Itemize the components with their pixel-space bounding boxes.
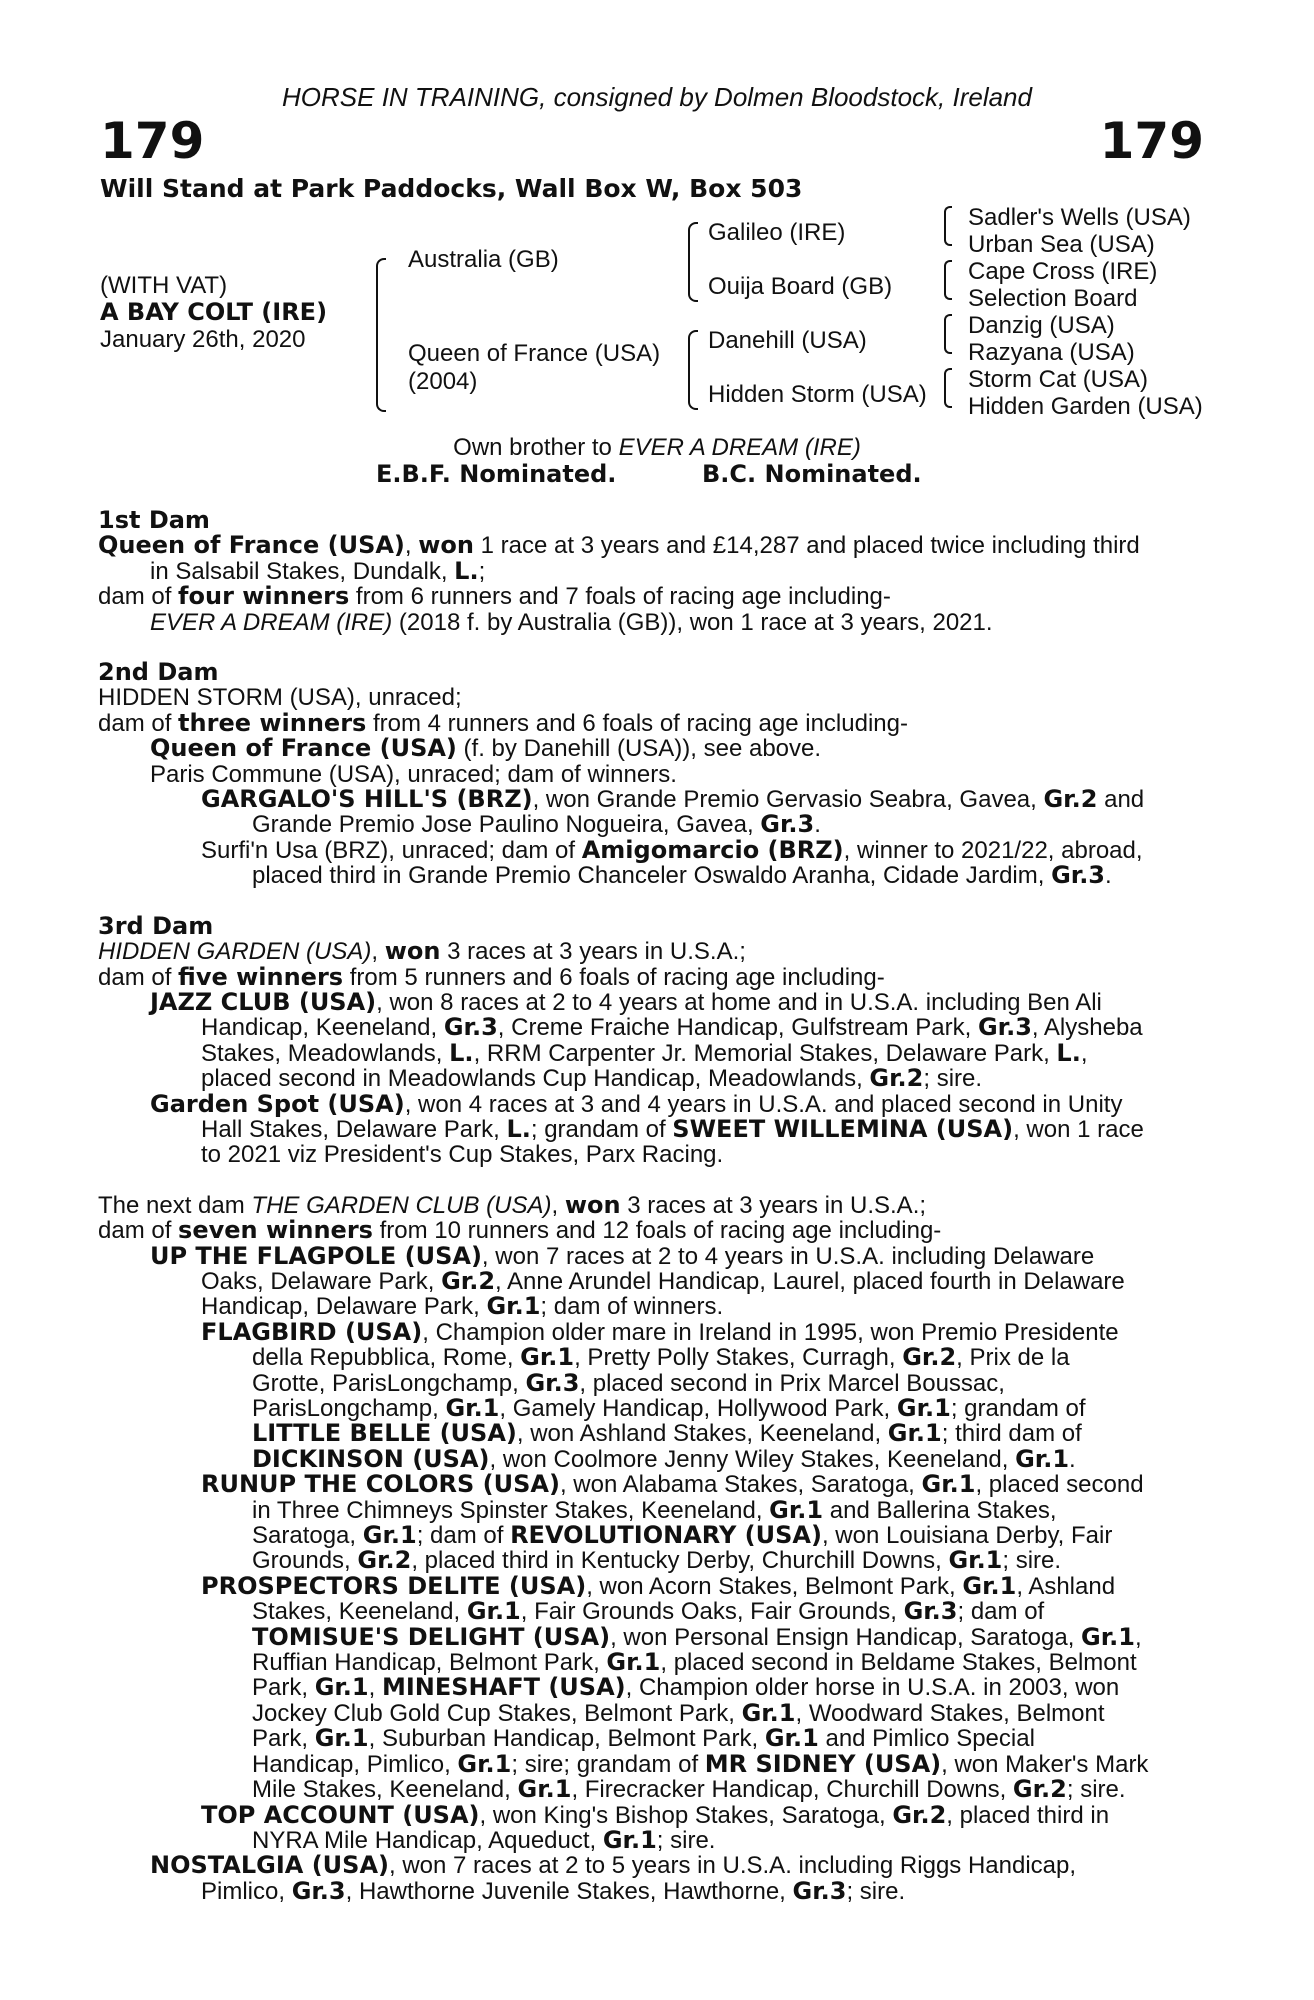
dam4-line: Grounds, Gr.2, placed third in Kentucky Derby, Churchill Downs, Gr.1; sire. [252, 1546, 1062, 1575]
catalogue-header: HORSE IN TRAINING, consigned by Dolmen Bloodstock, Ireland [282, 82, 1032, 112]
dam2-line: Paris Commune (USA), unraced; dam of winners. [150, 760, 677, 788]
dam1-line: dam of four winners from 6 runners and 7 foals of racing age including- [98, 582, 891, 611]
dam4-line: ParisLongchamp, Gr.1, Gamely Handicap, Hollywood Park, Gr.1; grandam of [252, 1394, 1086, 1422]
dam4-line: Grotte, ParisLongchamp, Gr.3, placed second in Prix Marcel Boussac, [252, 1368, 1005, 1397]
pedigree-brace-sd [944, 260, 952, 300]
pedigree-brace-ds [944, 314, 952, 354]
own-brother-name: EVER A DREAM (IRE) [618, 434, 861, 461]
dam4-line: dam of seven winners from 10 runners and 12 foals of racing age including- [98, 1216, 942, 1245]
dam4-line: NYRA Mile Handicap, Aqueduct, Gr.1; sire. [252, 1825, 716, 1854]
dam4-line: TOP ACCOUNT (USA), won King's Bishop Stakes, Saratoga, Gr.2, placed third in [201, 1800, 1110, 1829]
section-heading-2nd-dam: 2nd Dam [98, 658, 219, 687]
pedigree-dam-year: (2004) [408, 368, 478, 395]
pedigree-ssd: Urban Sea (USA) [968, 231, 1155, 258]
catalogue-body [98, 508, 1208, 1904]
pedigree-dam: Queen of France (USA) [408, 340, 661, 367]
dam4-line: Ruffian Handicap, Belmont Park, Gr.1, placed second in Beldame Stakes, Belmont [252, 1648, 1137, 1677]
stand-location: Will Stand at Park Paddocks, Wall Box W, Box 503 [100, 174, 803, 203]
lot-number-left: 179 [100, 112, 205, 170]
pedigree-dds: Storm Cat (USA) [968, 366, 1149, 393]
section-heading-3rd-dam: 3rd Dam [98, 911, 214, 940]
pedigree-brace-main [376, 258, 386, 412]
dam4-line: PROSPECTORS DELITE (USA), won Acorn Stakes, Belmont Park, Gr.1, Ashland [201, 1571, 1116, 1600]
section-heading-1st-dam: 1st Dam [98, 506, 210, 534]
dam3-line: Stakes, Meadowlands, L., RRM Carpenter Jr. Memorial Stakes, Delaware Park, L., [201, 1038, 1088, 1067]
foaling-date: January 26th, 2020 [100, 326, 306, 353]
dam3-line: Handicap, Keeneland, Gr.3, Creme Fraiche Handicap, Gulfstream Park, Gr.3, Alysheba [201, 1013, 1143, 1042]
dam3-line: Hall Stakes, Delaware Park, L.; grandam of SWEET WILLEMINA (USA), won 1 race [201, 1114, 1144, 1143]
pedigree-sss: Sadler's Wells (USA) [968, 204, 1191, 231]
pedigree-brace-sire [688, 222, 698, 302]
own-brother-note: Own brother to EVER A DREAM (IRE) [453, 434, 861, 461]
dam2-line: Queen of France (USA) (f. by Danehill (USA)), see above. [150, 734, 822, 763]
dam4-line: Saratoga, Gr.1; dam of REVOLUTIONARY (USA), won Louisiana Derby, Fair [252, 1521, 1113, 1550]
dam3-line: Garden Spot (USA), won 4 races at 3 and 4 years in U.S.A. and placed second in Unity [150, 1089, 1123, 1118]
dam4-line: DICKINSON (USA), won Coolmore Jenny Wiley Stakes, Keeneland, Gr.1. [252, 1444, 1076, 1473]
dam2-line: GARGALO'S HILL'S (BRZ), won Grande Premio Gervasio Seabra, Gavea, Gr.2 and [201, 785, 1145, 814]
dam4-line: Handicap, Pimlico, Gr.1; sire; grandam of MR SIDNEY (USA), won Maker's Mark [252, 1749, 1149, 1778]
pedigree-dsd: Razyana (USA) [968, 339, 1135, 366]
pedigree-sdd: Selection Board [968, 285, 1138, 312]
dam4-line: Park, Gr.1, MINESHAFT (USA), Champion older horse in U.S.A. in 2003, won [252, 1673, 1120, 1702]
pedigree-dss: Danzig (USA) [968, 312, 1115, 339]
dam4-line: NOSTALGIA (USA), won 7 races at 2 to 5 years in U.S.A. including Riggs Handicap, [150, 1851, 1077, 1880]
pedigree-brace-ss [944, 206, 952, 246]
dam2-line: HIDDEN STORM (USA), unraced; [98, 684, 462, 712]
pedigree-sds: Cape Cross (IRE) [968, 258, 1158, 285]
pedigree-ddd: Hidden Garden (USA) [968, 393, 1203, 420]
vat-note: (WITH VAT) [100, 272, 228, 299]
dam3-line: placed second in Meadowlands Cup Handicap, Meadowlands, Gr.2; sire. [201, 1064, 983, 1093]
dam1-line: EVER A DREAM (IRE) (2018 f. by Australia (GB)), won 1 race at 3 years, 2021. [150, 608, 993, 636]
dam4-line: Stakes, Keeneland, Gr.1, Fair Grounds Oaks, Fair Grounds, Gr.3; dam of [252, 1597, 1045, 1626]
pedigree-sire-dam: Ouija Board (GB) [708, 273, 893, 300]
dam3-line: dam of five winners from 5 runners and 6 foals of racing age including- [98, 962, 885, 991]
horse-name: A BAY COLT (IRE) [100, 298, 328, 326]
dam4-line: della Repubblica, Rome, Gr.1, Pretty Polly Stakes, Curragh, Gr.2, Prix de la [252, 1343, 1070, 1372]
dam3-line: HIDDEN GARDEN (USA), won 3 races at 3 years in U.S.A.; [98, 937, 746, 966]
lot-number-right: 179 [1099, 112, 1204, 170]
pedigree-dam-dam: Hidden Storm (USA) [708, 381, 927, 408]
dam4-line: RUNUP THE COLORS (USA), won Alabama Stakes, Saratoga, Gr.1, placed second [201, 1470, 1144, 1499]
pedigree-sire-sire: Galileo (IRE) [708, 219, 846, 246]
dam1-line: in Salsabil Stakes, Dundalk, L.; [150, 556, 486, 585]
dam4-line: Oaks, Delaware Park, Gr.2, Anne Arundel Handicap, Laurel, placed fourth in Delaware [201, 1266, 1125, 1295]
dam4-line: The next dam THE GARDEN CLUB (USA), won 3 races at 3 years in U.S.A.; [98, 1190, 927, 1219]
dam1-line: Queen of France (USA), won 1 race at 3 years and £14,287 and placed twice including third [98, 531, 1140, 560]
pedigree-brace-dd [944, 368, 952, 408]
ebf-note: E.B.F. Nominated. [376, 460, 617, 488]
dam3-line: JAZZ CLUB (USA), won 8 races at 2 to 4 years at home and in U.S.A. including Ben Ali [150, 987, 1102, 1016]
dam2-line: Grande Premio Jose Paulino Nogueira, Gavea, Gr.3. [252, 810, 821, 839]
dam4-line: Park, Gr.1, Suburban Handicap, Belmont Park, Gr.1 and Pimlico Special [252, 1724, 1035, 1753]
pedigree-sire: Australia (GB) [408, 246, 559, 273]
dam4-line: FLAGBIRD (USA), Champion older mare in Ireland in 1995, won Premio Presidente [201, 1317, 1119, 1346]
dam3-line: to 2021 viz President's Cup Stakes, Parx Racing. [201, 1141, 724, 1169]
dam4-line: in Three Chimneys Spinster Stakes, Keeneland, Gr.1 and Ballerina Stakes, [252, 1495, 1057, 1524]
dam4-line: Pimlico, Gr.3, Hawthorne Juvenile Stakes, Hawthorne, Gr.3; sire. [201, 1876, 906, 1905]
bc-note: B.C. Nominated. [702, 460, 922, 488]
dam4-line: TOMISUE'S DELIGHT (USA), won Personal Ensign Handicap, Saratoga, Gr.1, [252, 1622, 1142, 1651]
dam4-line: Handicap, Delaware Park, Gr.1; dam of winners. [201, 1292, 724, 1321]
dam2-line: Surfi'n Usa (BRZ), unraced; dam of Amigomarcio (BRZ), winner to 2021/22, abroad, [201, 835, 1143, 864]
pedigree-brace-dam [688, 330, 698, 410]
dam4-line: UP THE FLAGPOLE (USA), won 7 races at 2 to 4 years in U.S.A. including Delaware [150, 1241, 1095, 1270]
pedigree-dam-sire: Danehill (USA) [708, 327, 867, 354]
dam4-line: Mile Stakes, Keeneland, Gr.1, Firecracker Handicap, Churchill Downs, Gr.2; sire. [252, 1775, 1126, 1804]
dam2-line: placed third in Grande Premio Chanceler Oswaldo Aranha, Cidade Jardim, Gr.3. [252, 861, 1112, 890]
dam4-line: Jockey Club Gold Cup Stakes, Belmont Park, Gr.1, Woodward Stakes, Belmont [252, 1698, 1105, 1727]
dam4-line: LITTLE BELLE (USA), won Ashland Stakes, Keeneland, Gr.1; third dam of [252, 1419, 1082, 1448]
dam2-line: dam of three winners from 4 runners and 6 foals of racing age including- [98, 708, 908, 737]
